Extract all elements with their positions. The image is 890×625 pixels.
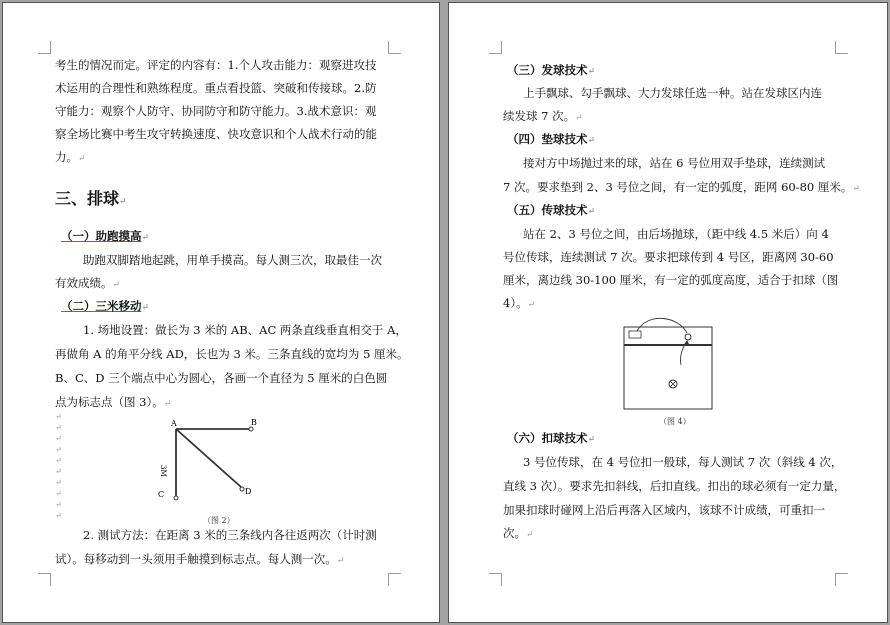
marker-d	[240, 487, 244, 491]
body-line: 号位传球，连续测试 7 次。要求把球传到 4 号区，距离网 30-60	[503, 250, 834, 264]
document-page-right	[448, 2, 888, 623]
body-line: 察全场比赛中考生攻守转换速度、快攻意识和个人战术行动的能	[55, 127, 377, 141]
subheading-serve: （三）发球技术↵	[507, 63, 596, 77]
setter-marker	[685, 334, 691, 340]
figure-4-diagram	[619, 315, 724, 415]
body-line: 加果扣球时碰网上沿后再落入区域内，该球不计成绩，可重扣一	[503, 503, 825, 517]
body-line: 试）。每移动到一头须用手触摸到标志点。每人测一次。↵	[55, 552, 345, 566]
body-line: 有效成绩。↵	[55, 276, 121, 290]
court-outline	[624, 327, 712, 409]
body-line: B、C、D 三个端点中心为圆心，各画一个直径为 5 厘米的白色圆	[55, 371, 388, 385]
subheading-run-jump: （一）助跑摸高↵	[61, 229, 150, 243]
body-line: 4）。↵	[503, 296, 536, 310]
body-line: 接对方中场抛过来的球，站在 6 号位用双手垫球，连续测试	[523, 156, 826, 170]
margin-corner-bottom-right	[835, 573, 848, 586]
label-3m: 3M	[159, 465, 167, 477]
target-zone-box	[629, 331, 641, 338]
figure-4-caption: （图 4）	[659, 417, 691, 426]
body-line: 力。↵	[55, 150, 86, 164]
paragraph-marks: ↵ ↵ ↵ ↵ ↵ ↵ ↵ ↵ ↵ ↵	[55, 412, 62, 520]
margin-corner-bottom-right	[388, 573, 401, 586]
subheading-three-meter: （二）三米移动↵	[61, 299, 150, 313]
body-line: 次。↵	[503, 526, 534, 540]
figure-2-diagram	[143, 413, 273, 513]
body-line: 7 次。要求垫到 2、3 号位之间，有一定的弧度，距网 60-80 厘米。↵	[503, 180, 860, 194]
margin-corner-top-left	[38, 41, 51, 54]
margin-corner-top-left	[489, 41, 502, 54]
body-line: 2. 测试方法：在距离 3 米的三条线内各往返两次（计时测	[83, 528, 377, 542]
label-d: D	[245, 487, 252, 496]
body-line: 续发球 7 次。↵	[503, 109, 583, 123]
line-ad	[176, 429, 241, 487]
body-line: 助跑双脚踏地起跳，用单手摸高。每人测三次，取最佳一次	[83, 253, 382, 267]
label-a: A	[171, 419, 177, 428]
body-line: 1. 场地设置：做长为 3 米的 AB、AC 两条直线垂直相交于 A，	[83, 323, 407, 337]
document-page-left	[2, 2, 440, 623]
body-line: 点为标志点（图 3）。↵	[55, 395, 172, 409]
body-line: 厘米，离边线 30-100 厘米，有一定的弧度高度，适合于扣球（图	[503, 273, 839, 287]
body-line: 考生的情况而定。评定的内容有：1.个人攻击能力：观察进攻技	[55, 58, 377, 72]
body-line: 术运用的合理性和熟练程度。重点看投篮、突破和传接球。2.防	[55, 81, 377, 95]
marker-c	[174, 496, 178, 500]
margin-corner-top-right	[835, 41, 848, 54]
subheading-set: （五）传球技术↵	[507, 203, 596, 217]
body-line: 守能力：观察个人防守、协同防守和防守能力。3.战术意识：观	[55, 104, 377, 118]
section-heading-volleyball: 三、排球↵	[55, 189, 127, 208]
margin-corner-bottom-left	[489, 573, 502, 586]
subheading-dig: （四）垫球技术↵	[507, 132, 596, 146]
body-line: 上手飘球、勾手飘球、大力发球任选一种。站在发球区内连	[523, 86, 822, 100]
marker-b	[249, 427, 253, 431]
body-line: 直线 3 次）。要求先扣斜线，后扣直线。扣出的球必须有一定力量，	[503, 479, 846, 493]
body-line: 3 号位传球，在 4 号位扣一般球，每人测试 7 次（斜线 4 次，	[523, 455, 843, 469]
body-line: 再做角 A 的角平分线 AD，长也为 3 米。三条直线的宽均为 5 厘米。	[55, 347, 409, 361]
figure-2-caption: （图 2）	[203, 516, 235, 525]
body-line: 站在 2、3 号位之间，由后场抛球，（距中线 4.5 米后）向 4	[523, 227, 829, 241]
subheading-spike: （六）扣球技术↵	[507, 431, 596, 445]
label-b: B	[251, 418, 257, 427]
margin-corner-bottom-left	[38, 573, 51, 586]
margin-corner-top-right	[388, 41, 401, 54]
label-c: C	[158, 490, 165, 499]
